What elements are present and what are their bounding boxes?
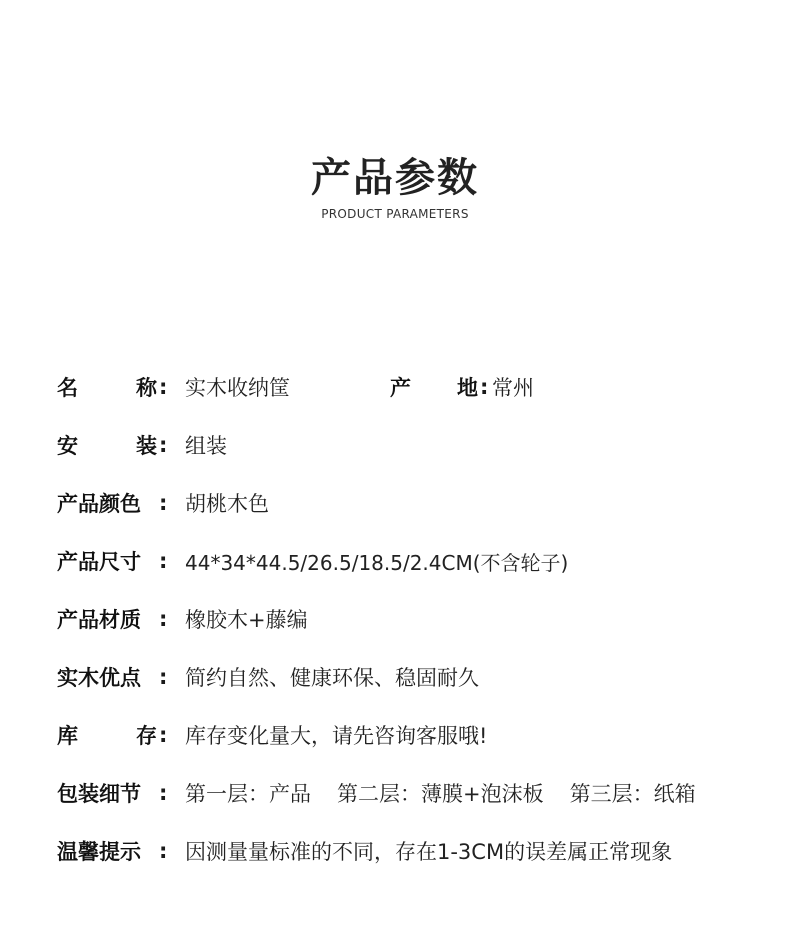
param-label-stock bbox=[57, 720, 157, 750]
param-colon: : bbox=[159, 839, 168, 863]
param-label-part: 库 bbox=[57, 724, 78, 748]
param-label-part: 存 bbox=[136, 724, 157, 748]
param-label-packing: 包装细节 bbox=[57, 782, 141, 806]
param-label-part: 装 bbox=[136, 434, 157, 458]
param-colon: : bbox=[159, 607, 168, 631]
param-value-stock: 库存变化量大，请先咨询客服哦! bbox=[185, 724, 488, 748]
param-label-origin bbox=[390, 372, 478, 402]
param-colon: : bbox=[159, 491, 168, 515]
param-row-tip bbox=[57, 836, 672, 866]
param-row-name bbox=[57, 372, 290, 402]
param-label-material: 产品材质 bbox=[57, 608, 141, 632]
param-value-size: 44*34*44.5/26.5/18.5/2.4CM(不含轮子) bbox=[185, 550, 569, 575]
param-colon: : bbox=[480, 375, 489, 399]
param-value-origin: 常州 bbox=[492, 376, 534, 400]
param-row-advantage bbox=[57, 662, 479, 692]
param-row-color bbox=[57, 488, 269, 518]
param-label-part: 地 bbox=[457, 376, 478, 400]
page-subtitle: PRODUCT PARAMETERS bbox=[321, 207, 469, 221]
param-value-tip: 因测量量标准的不同，存在1-3CM的误差属正常现象 bbox=[185, 840, 673, 864]
param-row-stock bbox=[57, 720, 487, 750]
param-label-part: 称 bbox=[136, 376, 157, 400]
param-colon: : bbox=[159, 433, 168, 457]
param-label-size: 产品尺寸 bbox=[57, 550, 141, 574]
param-colon: : bbox=[159, 549, 168, 573]
param-row-origin bbox=[390, 372, 534, 402]
param-row-size bbox=[57, 546, 568, 576]
param-value-advantage: 简约自然、健康环保、稳固耐久 bbox=[185, 666, 479, 690]
param-row-packing bbox=[57, 778, 696, 808]
param-label-advantage: 实木优点 bbox=[57, 666, 141, 690]
param-value-packing-layer2: 第二层：薄膜+泡沫板 bbox=[337, 782, 544, 806]
param-label-part: 安 bbox=[57, 434, 78, 458]
param-value-install: 组装 bbox=[185, 434, 227, 458]
param-row-material bbox=[57, 604, 308, 634]
param-colon: : bbox=[159, 723, 168, 747]
param-value-name: 实木收纳筐 bbox=[185, 376, 290, 400]
param-label-color: 产品颜色 bbox=[57, 492, 141, 516]
param-label-install bbox=[57, 430, 157, 460]
param-label-name bbox=[57, 372, 157, 402]
param-value-material: 橡胶木+藤编 bbox=[185, 608, 308, 632]
param-colon: : bbox=[159, 665, 168, 689]
param-value-packing-layer1: 第一层：产品 bbox=[185, 782, 311, 806]
param-colon: : bbox=[159, 781, 168, 805]
param-label-part: 产 bbox=[390, 376, 411, 400]
param-row-install bbox=[57, 430, 227, 460]
param-colon: : bbox=[159, 375, 168, 399]
param-value-packing-layer3: 第三层：纸箱 bbox=[569, 782, 696, 806]
param-label-part: 名 bbox=[57, 376, 78, 400]
param-label-tip: 温馨提示 bbox=[57, 840, 141, 864]
param-value-color: 胡桃木色 bbox=[185, 492, 269, 516]
page-title: 产品参数 bbox=[311, 155, 479, 201]
